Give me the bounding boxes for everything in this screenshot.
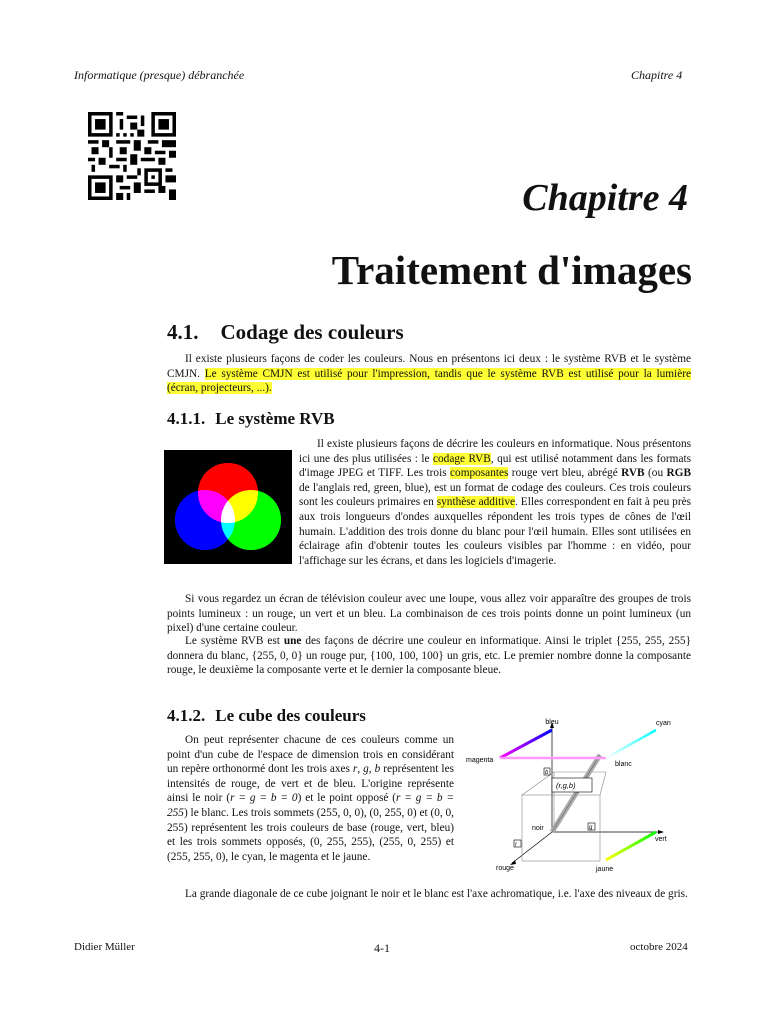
cube-label-rgb: (r,g,b) <box>556 781 576 790</box>
section-4-1-2-heading <box>167 706 366 726</box>
chapter-title: Traitement d'images <box>331 247 692 293</box>
cube-label-noir: noir <box>532 825 544 832</box>
text: représentent les intensités de rouge, de vert et de bleu. L'origine représente ainsi le noir ( <box>167 763 454 805</box>
cube-label-magenta: magenta <box>466 757 494 764</box>
section-number: 4.1. <box>167 320 199 344</box>
text: rouge vert bleu, abrégé <box>508 467 622 480</box>
text: (ou <box>644 467 667 480</box>
section-4-1-2-paragraph-1 <box>167 733 454 864</box>
footer-date: octobre 2024 <box>630 941 688 953</box>
bold-text: une <box>283 635 302 647</box>
footer-author: Didier Müller <box>74 941 135 953</box>
text: , <box>368 763 375 776</box>
section-number: 4.1.1. <box>167 409 206 428</box>
text: On peut représenter chacune de ces couleurs comme un point d'un cube de l'espace de dimension trois en considérant un repère orthonormé dont les trois axes <box>167 734 454 776</box>
highlighted-text: composantes <box>450 467 509 480</box>
text: . Elles correspondent en fait à peu près aux trois longueurs d'ondes auxquelles répondent les trois types de cônes de l'œil humain. L'addition des trois donne du blanc pour l'œil humain. Elles sont utilisées en éclairage afin d'obtenir toutes les couleurs visibles par l'homme : en vidéo, pour l'affichage sur les écrans, et dans les logiciels d'imagerie. <box>299 496 691 567</box>
bold-text: RVB <box>621 467 645 480</box>
section-4-1-heading <box>167 320 404 345</box>
italic-text: b <box>374 763 381 776</box>
text: Il existe plusieurs façons de coder les couleurs. Nous en présentons ici deux : le système RVB et le système CMJN. <box>167 353 691 380</box>
section-4-1-1-paragraph-1 <box>167 437 691 573</box>
text: ) et le point opposé ( <box>297 792 397 805</box>
text: , <box>357 763 364 776</box>
bold-text: RGB <box>666 467 691 480</box>
cube-label-g: g <box>589 825 593 831</box>
cube-label-b: b <box>545 770 549 776</box>
equation: r = g = b = 0 <box>230 792 298 805</box>
cube-label-bleu: bleu <box>545 719 559 726</box>
italic-text: g <box>363 763 369 776</box>
cube-label-cyan: cyan <box>656 720 671 727</box>
section-4-1-1-paragraph-2: Si vous regardez un écran de télévision couleur avec une loupe, vous allez voir apparaître des groupes de trois points lumineux : un rouge, un vert et un bleu. La combinaison de ces trois points donne un point lumineux (un pixel) d'une certaine couleur. <box>167 593 691 635</box>
text: Il existe plusieurs façons de décrire les couleurs en informatique. Nous présentons ici une des plus utilisées : le <box>299 438 691 465</box>
section-4-1-paragraph <box>167 352 691 396</box>
highlighted-text: Le système CMJN est utilisé pour l'impression, tandis que le système RVB est utilisé pour la lumière (écran, projecteurs, ...). <box>167 367 691 395</box>
cube-label-r: r <box>515 842 517 848</box>
chapter-label: Chapitre 4 <box>522 177 688 219</box>
section-number: 4.1.2. <box>167 706 206 725</box>
text: des façons de décrire une couleur en informatique. Ainsi le triplet {255, 255, 255} donnera du blanc, {255, 0, 0} un rouge pur, {100, 100, 100} un gris, etc. Le premier nombre donne la composante rouge, le deuxième la composante verte et le dernier la composante bleue. <box>167 635 691 677</box>
text: , qui est utilisé notamment dans les formats d'image JPEG et TIFF. Les trois <box>299 452 692 480</box>
text: de l'anglais red, green, blue), est un format de codage des couleurs. Ces trois couleurs sont les couleurs primaires en <box>299 481 691 509</box>
section-4-1-1-heading <box>167 409 335 429</box>
highlighted-text: synthèse additive <box>436 496 516 509</box>
header-left: Informatique (presque) débranchée <box>74 68 245 82</box>
section-4-1-2-paragraph-2: La grande diagonale de ce cube joignant le noir et le blanc est l'axe achromatique, i.e. l'axe des niveaux de gris. <box>185 888 688 900</box>
section-title: Codage des couleurs <box>220 320 404 344</box>
italic-text: r <box>352 763 358 776</box>
header-right: Chapitre 4 <box>631 68 683 82</box>
footer-page-number: 4-1 <box>374 941 390 955</box>
cube-label-blanc: blanc <box>615 761 632 768</box>
cube-label-vert: vert <box>655 836 667 843</box>
section-4-1-1-paragraph-3 <box>167 634 691 678</box>
equation: r = g = b = 255 <box>167 792 454 819</box>
section-title: Le cube des couleurs <box>215 706 366 725</box>
text: Le système RVB est <box>185 635 284 647</box>
qr-code-icon <box>86 112 178 200</box>
color-cube-icon <box>466 700 692 878</box>
cube-label-jaune: jaune <box>596 866 614 873</box>
highlighted-text: codage RVB <box>433 452 491 465</box>
cube-label-rouge: rouge <box>496 865 514 872</box>
section-title: Le système RVB <box>215 409 335 428</box>
text: ) le blanc. Les trois sommets (255, 0, 0), (0, 255, 0) et (0, 0, 255) représentent les trois couleurs de base (rouge, vert, bleu) et les trois sommets opposés, (0, 255, 255), (255, 0, 255) et (255, 255, 0), le cyan, le magenta et le jaune. <box>167 806 454 863</box>
